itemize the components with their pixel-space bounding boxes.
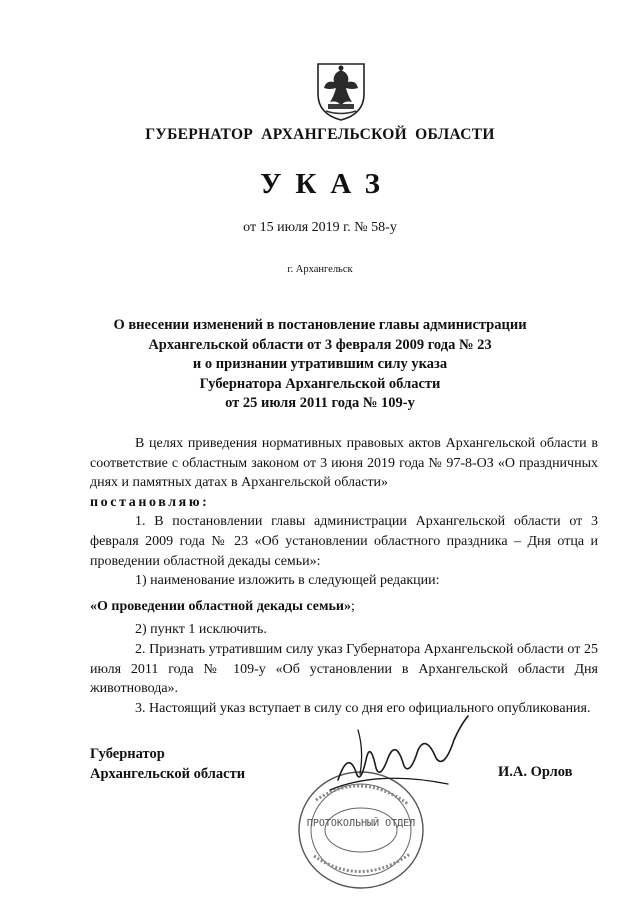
document-type: УКАЗ: [260, 168, 394, 200]
stamp-text-line: ПРОТОКОЛЬНЫЙ ОТДЕЛ: [306, 818, 416, 829]
item-1: 1. В постановлении главы администрации Архангельской области от 3 февраля 2009 года № 23 «Об установлении областного праздника – Дня отца и проведении областной декады семьи»:: [90, 514, 598, 569]
new-title: «О проведении областной декады семьи»: [90, 598, 351, 614]
handwritten-signature: [318, 710, 483, 800]
position-line: Губернатор: [90, 746, 165, 762]
heading-line: Губернатора Архангельской области: [199, 375, 441, 392]
heading-line: и о признании утратившим силу указа: [192, 356, 448, 373]
signatory-name: И.А. Орлов: [498, 764, 573, 780]
new-title-line: [90, 597, 598, 617]
heading-line: Архангельской области от 3 февраля 2009 года № 23: [148, 336, 492, 353]
document-heading: [0, 316, 640, 414]
coat-of-arms-icon: [312, 58, 370, 122]
document-city: г. Архангельск: [287, 264, 353, 275]
decree-word: постановляю:: [90, 494, 210, 510]
heading-line: от 25 июля 2011 года № 109-у: [225, 395, 415, 412]
issuer-title: ГУБЕРНАТОР АРХАНГЕЛЬСКОЙ ОБЛАСТИ: [145, 126, 495, 143]
item-3: 3. Настоящий указ вступает в силу со дня его официального опубликования.: [135, 700, 591, 716]
heading-line: О внесении изменений в постановление главы администрации: [113, 317, 527, 333]
document-body: [90, 434, 598, 718]
position-line: Архангельской области: [90, 765, 246, 782]
item-2: 2. Признать утратившим силу указ Губернатора Архангельской области от 25 июля 2011 года № 109-у «Об установлении в Архангельской области Дня животновода».: [90, 641, 598, 697]
document-date-number: от 15 июля 2019 г. № 58-у: [243, 220, 397, 235]
subitem-2: 2) пункт 1 исключить.: [135, 622, 267, 638]
intro-paragraph: В целях приведения нормативных правовых актов Архангельской области в соответствие с областным законом от 3 июня 2019 года № 97-8-ОЗ «О праздничных днях и памятных датах в Архангельской области»: [90, 436, 598, 491]
new-title-end: ;: [350, 598, 355, 614]
signatory-position: [90, 745, 245, 784]
subitem-1: 1) наименование изложить в следующей редакции:: [135, 573, 440, 589]
